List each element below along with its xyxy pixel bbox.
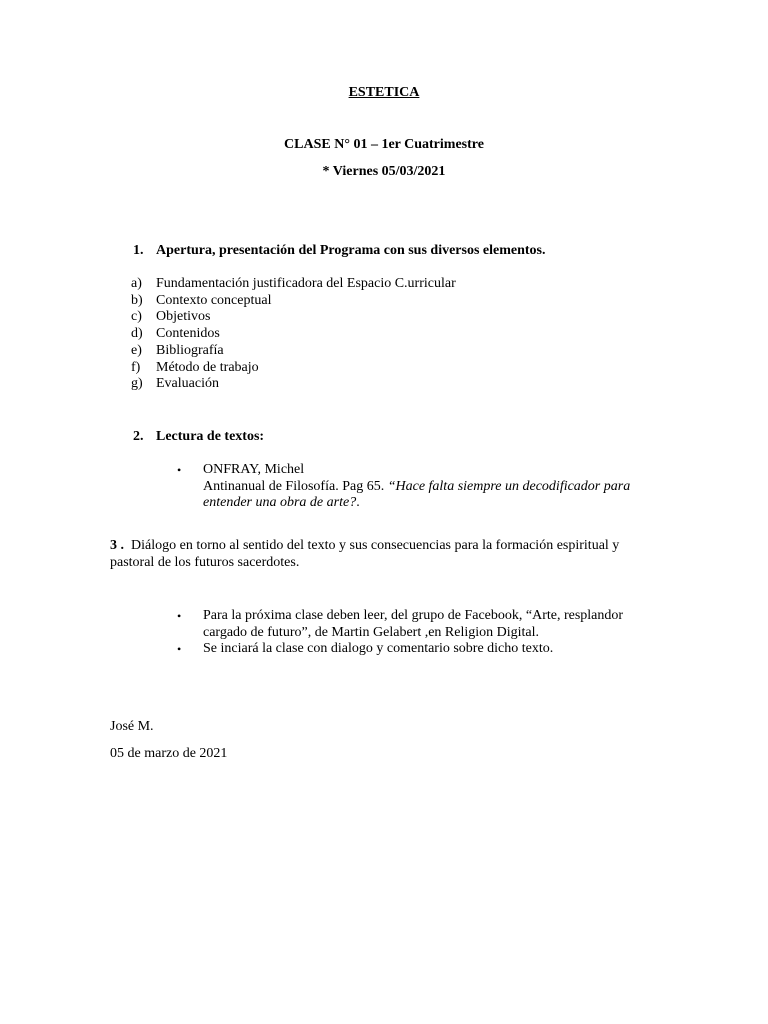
list-marker: g)	[131, 376, 143, 392]
signature-name: José M.	[110, 719, 154, 734]
section2-heading: Lectura de textos:	[156, 429, 265, 444]
reading-author: ONFRAY, Michel	[203, 462, 305, 477]
section1-list	[156, 276, 456, 393]
reading-reference	[203, 479, 630, 496]
section3-text: Diálogo en torno al sentido del texto y sus consecuencias para la formación espiritual y	[131, 538, 620, 553]
reading-entry	[203, 462, 630, 512]
class-line: CLASE N° 01 – 1er Cuatrimestre	[284, 137, 484, 152]
section1-list-markers	[131, 276, 143, 393]
list-marker: d)	[131, 326, 143, 342]
section1-heading: Apertura, presentación del Programa con sus diversos elementos.	[156, 243, 546, 258]
document-title: ESTETICA	[348, 85, 420, 100]
bullet-icon: •	[177, 463, 182, 477]
list-marker: b)	[131, 292, 143, 308]
section3-text-continuation: pastoral de los futuros sacerdotes.	[110, 554, 300, 570]
list-item: Contexto conceptual	[156, 292, 272, 308]
section3-number: 3 .	[110, 538, 124, 553]
reading-quote-continuation: entender una obra de arte?.	[203, 495, 360, 511]
list-marker: f)	[131, 359, 141, 375]
note-item: Para la próxima clase deben leer, del grupo de Facebook, “Arte, resplandor cargado de futuro”, de Martin Gelabert ,en Religion Digital.	[203, 608, 624, 640]
section1-number: 1.	[133, 243, 144, 258]
list-item: Método de trabajo	[156, 359, 259, 375]
list-item: Bibliografía	[156, 342, 224, 358]
reading-book: Antinanual de Filosofía. Pag 65.	[203, 478, 388, 494]
list-item: Contenidos	[156, 326, 220, 342]
list-marker: c)	[131, 309, 142, 325]
list-marker: a)	[131, 276, 142, 291]
signature-date: 05 de marzo de 2021	[110, 746, 228, 761]
list-item: Fundamentación justificadora del Espacio C.urricular	[156, 276, 456, 291]
note-item: Se inciará la clase con dialogo y comentario sobre dicho texto.	[203, 641, 554, 656]
list-marker: e)	[131, 342, 142, 358]
bullet-icon: •	[177, 609, 182, 623]
reading-quote: “Hace falta siempre un decodificador para	[387, 478, 631, 494]
list-item: Evaluación	[156, 376, 219, 392]
bullet-icon: •	[177, 642, 182, 656]
section3	[110, 538, 619, 571]
date-line: * Viernes 05/03/2021	[322, 164, 446, 179]
list-item: Objetivos	[156, 309, 211, 325]
section2-number: 2.	[133, 429, 144, 444]
